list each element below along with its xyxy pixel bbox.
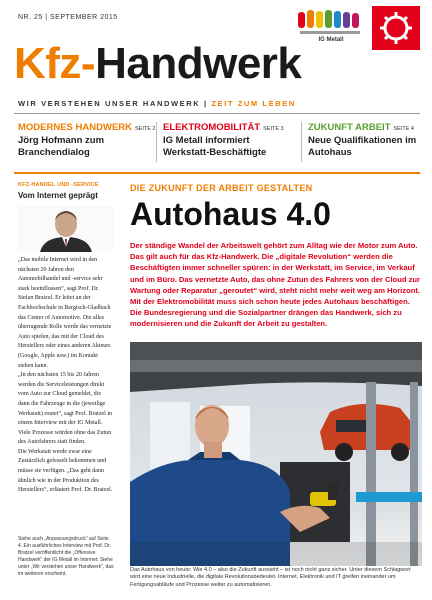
issue-line: NR. 25 | SEPTEMBER 2015: [18, 14, 118, 21]
teaser-label: ELEKTROMOBILITÄT: [163, 122, 261, 133]
teaser-label: MODERNES HANDWERK: [18, 122, 132, 133]
teaser-page: SEITE 4: [393, 126, 414, 132]
tagline: [18, 99, 296, 108]
hands-icon: [298, 10, 359, 28]
teaser-text: Jörg Hofmann zum Branchendialog: [18, 135, 105, 158]
teaser-text: Neue Qualifikationen im Autohaus: [308, 135, 417, 158]
badge-text: IG Metall: [318, 37, 344, 43]
article-headline: Autohaus 4.0: [130, 196, 331, 232]
teaser-zukunft-arbeit[interactable]: [308, 122, 432, 159]
sidebar-kicker: KFZ-HANDEL UND -SERVICE: [18, 182, 99, 188]
sidebar-paragraph: „In den nächsten 15 bis 20 Jahren werden die Serviceleistungen direkt vom Auto zur Cloud gemeldet, die dann die Fahrzeuge in die (jeweilige Werkstatt) routet“, sagt Prof. Bratzel in einem Interview mit der IG Metall. Viele Prozesse würden ohne das Zutun des Autofahrers statt finden.: [18, 372, 112, 446]
workshop-photo: [130, 342, 422, 566]
tagline-part-1: WIR VERSTEHEN UNSER HANDWERK |: [18, 99, 212, 108]
teaser-divider: [156, 122, 157, 162]
tagline-part-2: ZEIT ZUM LEBEN: [211, 99, 296, 108]
teaser-elektromobilitaet[interactable]: [163, 122, 293, 159]
article-kicker: DIE ZUKUNFT DER ARBEIT GESTALTEN: [130, 183, 313, 193]
teaser-page: SEITE 2: [135, 126, 156, 132]
title-part-2: Handwerk: [95, 39, 302, 88]
magazine-title: [14, 39, 302, 88]
teaser-text: IG Metall informiert Werkstatt-Beschäftigte: [163, 135, 267, 158]
article-lead: Der ständige Wandel der Arbeitswelt gehört zum Alltag wie der Motor zum Auto. Das gilt auch für das Kfz-Handwerk. Die „digitale Revolution“ werden die Beschäftigten immer schneller spüren: in der Werkstatt, im Service, im Verkauf und im Büro. Das vernetzte Auto, das ohne Zutun des Fahrers von der Cloud zur Wartung oder Reparatur „geroutet“ wird, steht nicht mehr weit weg am Horizont. Mit der Elektromobilität muss sich schon heute jedes Autohaus beschäftigen. Die Bundesregierung und die Sozialpartner drängen das Handwerk, sich zu modernisieren und die Zukunft der Arbeit zu gestalten.: [130, 241, 420, 329]
teaser-divider: [301, 122, 302, 162]
sidebar-body: [18, 256, 114, 496]
top-divider: [14, 113, 420, 114]
sidebar-paragraph: Die Werkstatt werde zwar eine Zustärzlich gefesselt bekommen und müsse sie verfügen. „Das geht dann ähnlich wie in der Produktion des Herstellers“, erläutert Prof. Dr. Bratzel.: [18, 448, 113, 494]
section-divider: [14, 172, 420, 174]
sidebar-note: Siehe auch „Anpassungsdruck“ auf Seite 4. Ein ausführliches Interview mit Prof. Dr. Bratzel veröffentlicht die „Offensive Handwerk“ der IG Metall im Internet: Siehe unter „Wir verstehen unser Handwerk“, das im weiteren erscheint.: [18, 536, 114, 577]
photo-caption: Das Autohaus von heute: Wie 4.0 – also die Zukunft aussieht – ist noch nicht ganz sicher. Unter diesem Schlagwort wird eine neue Industrielle, die digitale Revolutionsbedeutet. Internet, Elektronik und IT greifen ineinander um Fertigungsabläufe und Prozesse weiter zu automatisieren.: [130, 567, 411, 588]
title-part-1: Kfz-: [14, 39, 96, 88]
teaser-label: ZUKUNFT ARBEIT: [308, 122, 391, 133]
ig-metall-logo: [372, 6, 420, 50]
portrait-photo: [18, 206, 114, 252]
teaser-page: SEITE 3: [263, 126, 284, 132]
teaser-modernes-handwerk[interactable]: [18, 122, 156, 159]
sidebar-paragraph: „Das mobile Internet wird in den nächsten 20 Jahren den Automobilhandel und -service sehr stark beeinflussen“, sagt Prof. Dr. Stefan Bratzel. Er leitet an der Fachhochschule in Bergisch-Gladbach das Center of Automotive. Die alles überragende Rolle werde das vernetzte Auto spielen, das mit der Cloud des Herstellers oder eines anderen Akteurs (Google, Apple usw.) im Kontakt stehen kann.: [18, 257, 112, 369]
hands-logo: [296, 10, 366, 44]
sidebar-title: Vom Internet geprägt: [18, 191, 98, 200]
